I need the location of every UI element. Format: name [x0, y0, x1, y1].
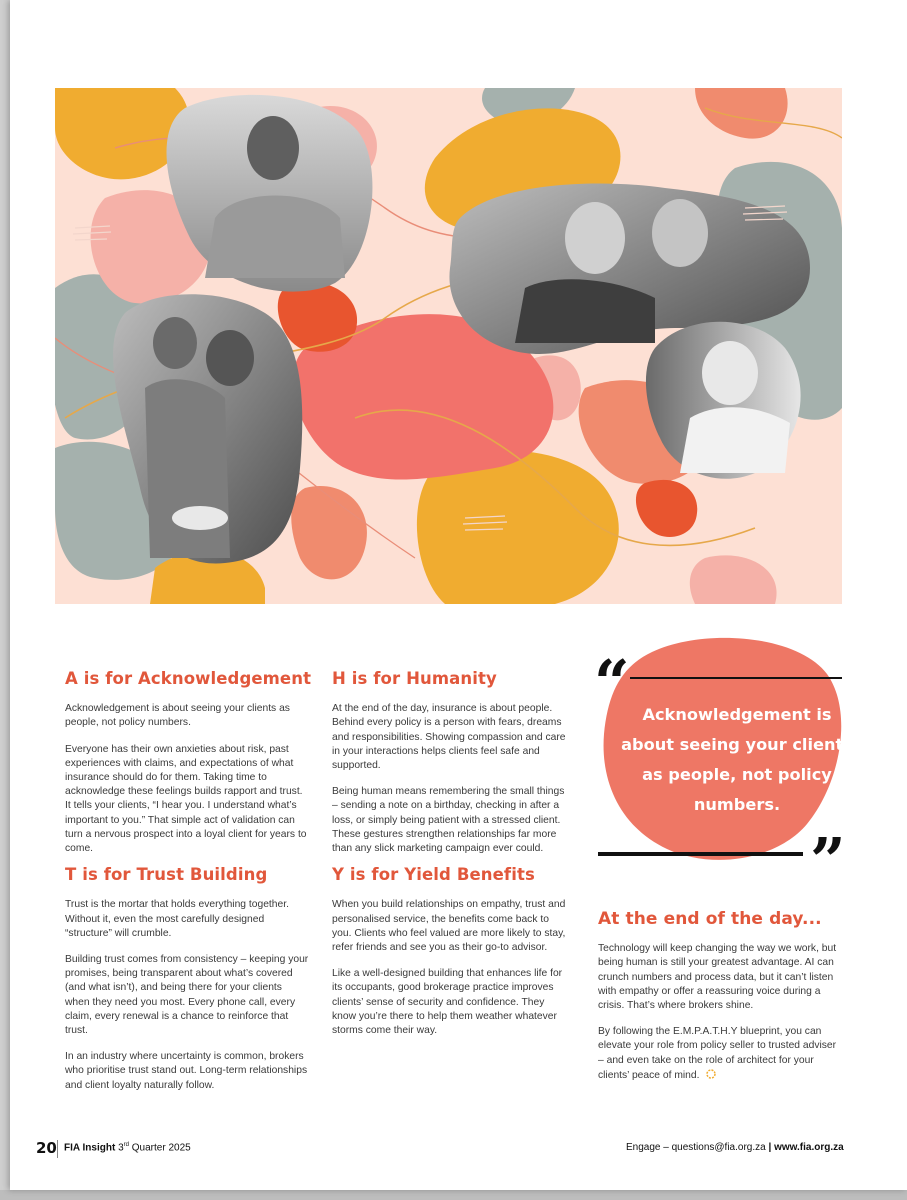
paragraph: Like a well-designed building that enhances life for its occupants, good brokerage practice improves clients’ sense of security and confidence. They know you’re there to help them weather whatever storms come their way.: [332, 968, 563, 1037]
heading-end-of-day: At the end of the day...: [598, 909, 822, 929]
issue-suffix: rd: [123, 1142, 129, 1148]
paragraph: [598, 1025, 844, 1083]
coral-blob: [291, 486, 367, 579]
paragraph: Being human means remembering the small things – sending a note on a birthday, checking in after a loss, or simply being patient with a stressed client. These gestures strengthen relationships far more than any slick marketing campaign ever could.: [332, 786, 565, 855]
pull-quote-text: Acknowledgement is about seeing your clients as people, not policy numbers.: [621, 705, 853, 814]
red-blob: [278, 282, 357, 352]
hero-collage: [55, 88, 842, 604]
footer-divider: [57, 1140, 58, 1158]
magazine-name: FIA Insight: [64, 1142, 116, 1154]
paragraph: Acknowledgement is about seeing your clients as people, not policy numbers.: [65, 703, 290, 729]
end-mark-icon: [705, 1068, 717, 1080]
heading-humanity: H is for Humanity: [332, 669, 497, 688]
heading-acknowledgement: A is for Acknowledgement: [65, 669, 312, 688]
red-blob: [636, 480, 697, 537]
paragraph: Technology will keep changing the way we work, but being human is still your greatest advantage. AI can crunch numbers and process data, but it can’t listen with empathy or offer a reassuring voice during a crisis. That’s where brokers shine.: [598, 943, 837, 1012]
quote-rule-bottom: [598, 852, 803, 856]
page-number: 20: [36, 1139, 57, 1157]
close-quote-mark: ”: [810, 824, 846, 897]
heading-yield-benefits: Y is for Yield Benefits: [332, 865, 535, 885]
paragraph: At the end of the day, insurance is about people. Behind every policy is a person with fears, dreams and responsibilities. Showing compassion and care in your interactions helps clients feel safe and supported.: [332, 703, 566, 772]
footer-contact: [626, 1142, 844, 1153]
paragraph: Everyone has their own anxieties about risk, past experiences with claims, and expectations of what insurance should do for them. Taking time to acknowledge these feelings builds rapport and trust. It tells your clients, “I hear you. I understand what’s important to you.” That simple act of validation can turn a nervous prospect into a loyal client for years to come.: [65, 743, 307, 855]
column-2: [332, 669, 570, 1050]
website-link: www.fia.org.za: [774, 1142, 844, 1153]
issue-label: [64, 1142, 191, 1153]
hero-collage-art: [55, 88, 842, 604]
quote-rule-top: [630, 677, 842, 679]
open-quote-mark: “: [594, 646, 630, 719]
column-3: [598, 909, 844, 1095]
issue-number: 3: [118, 1142, 124, 1154]
paragraph-text: By following the E.M.P.A.T.H.Y blueprint, you can elevate your role from policy seller to trusted adviser – and even take on the role of architect for your clients’ peace of mind.: [598, 1026, 837, 1081]
heading-trust-building: T is for Trust Building: [65, 865, 268, 885]
footer-separator: |: [768, 1142, 772, 1153]
paragraph: Trust is the mortar that holds everything together. Without it, even the most carefully designed “structure” will crumble.: [65, 899, 289, 939]
coral-blob: [695, 88, 788, 139]
paragraph: When you build relationships on empathy, trust and personalised service, the benefits come back to you. Clients who feel valued are more likely to stay, refer friends and see you as their go-to advisor.: [332, 899, 566, 954]
paragraph: In an industry where uncertainty is common, brokers who prioritise trust stand out. Long-term relationships and client loyalty naturally follow.: [65, 1051, 308, 1091]
issue-period: Quarter 2025: [131, 1142, 191, 1154]
page-shadow-edge: [0, 1190, 907, 1200]
column-1: [65, 669, 312, 1105]
engage-email: Engage – questions@fia.org.za: [626, 1142, 766, 1153]
paragraph: Building trust comes from consistency – keeping your promises, being transparent about what’s covered (and what isn’t), and being there for your clients when they need you most. Every phone call, every claim, every renewal is a chance to reinforce that trust.: [65, 954, 309, 1037]
peach-blob: [690, 555, 777, 604]
